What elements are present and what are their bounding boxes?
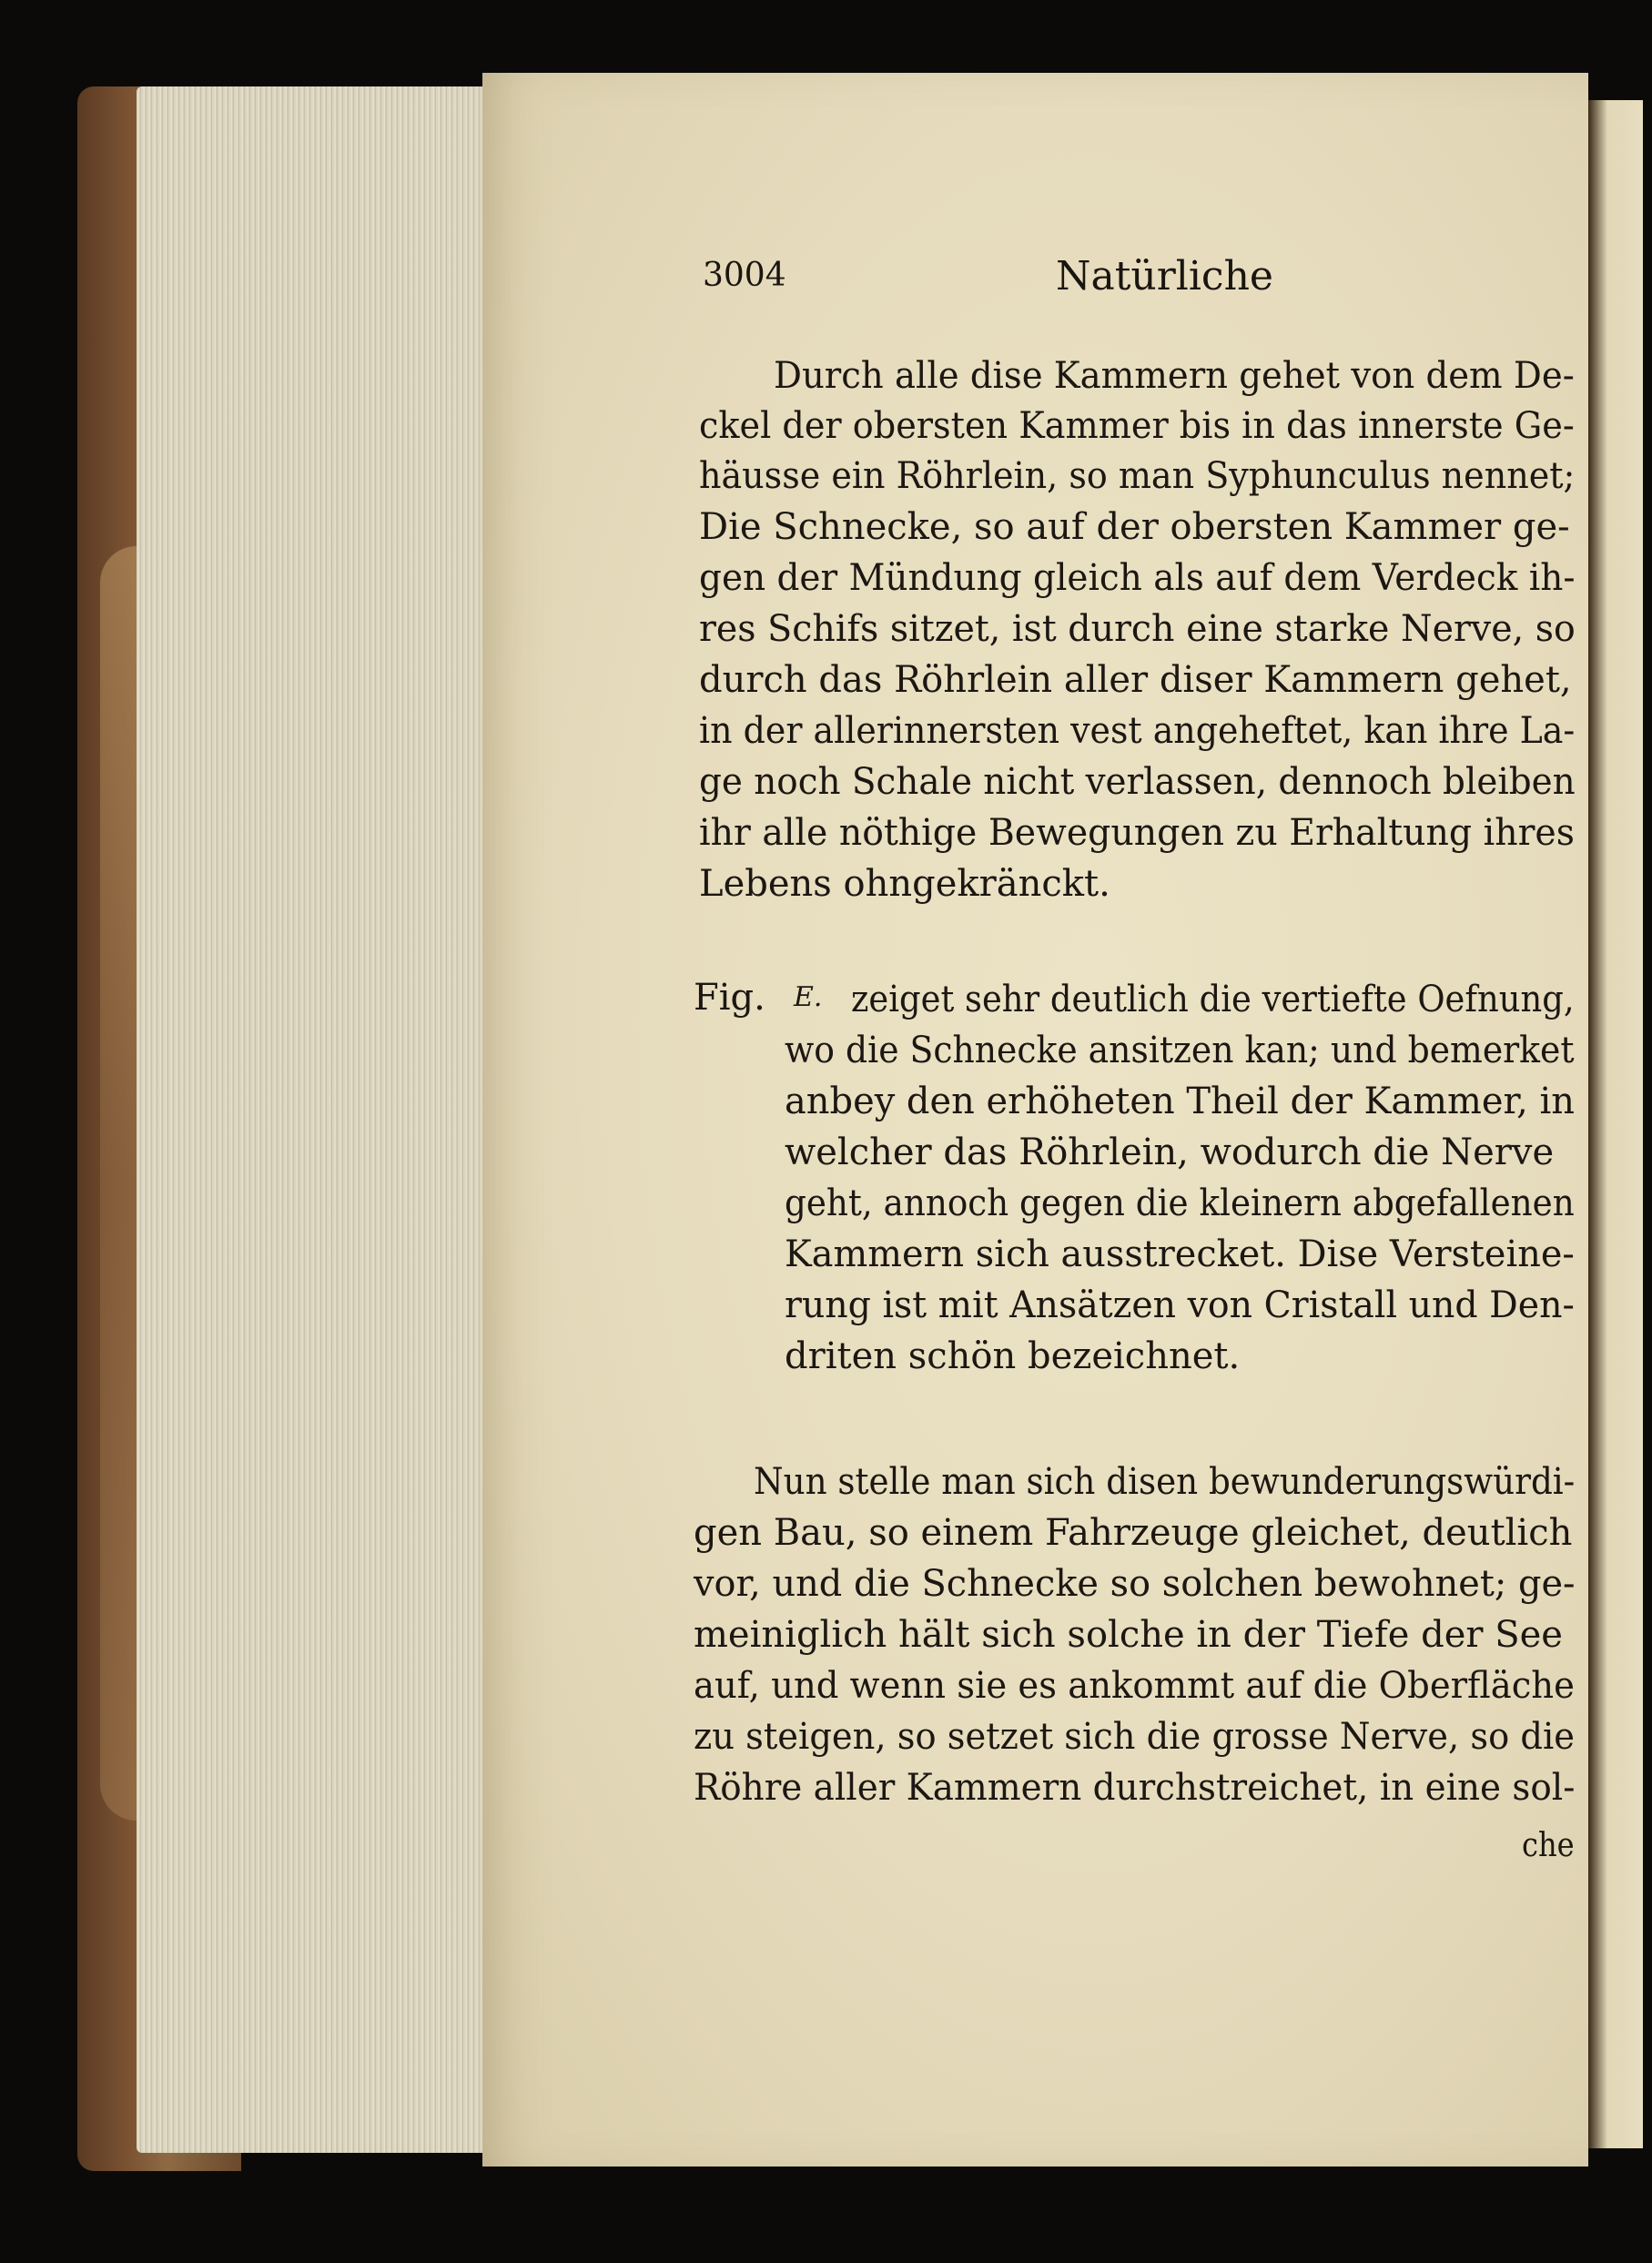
text-line: gen der Mündung gleich als auf dem Verdeck ih- [699,557,1576,599]
figure-letter: E. [794,981,823,1013]
page-edges [137,86,492,2153]
text-line: geht, annoch gegen die kleinern abgefallenen [785,1182,1575,1224]
text-line: ge noch Schale nicht verlassen, dennoch bleiben [699,761,1576,803]
text-line: Röhre aller Kammern durchstreichet, in eine sol- [694,1767,1576,1809]
text-line: häusse ein Röhrlein, so man Syphunculus nennet; [699,455,1576,497]
text-line: Durch alle dise Kammern gehet von dem De- [774,355,1575,397]
text-line: vor, und die Schnecke so solchen bewohnet; ge- [694,1563,1576,1605]
text-line: res Schifs sitzet, ist durch eine starke Nerve, so [699,608,1576,650]
text-line: anbey den erhöheten Theil der Kammer, in [785,1081,1576,1122]
figure-label: Fig. [694,977,765,1019]
text-line: in der allerinnersten vest angeheftet, kan ihre La- [699,710,1576,752]
text-line: Kammern sich ausstrecket. Dise Versteine- [785,1233,1575,1275]
text-line: Lebens ohngekränckt. [699,863,1110,905]
text-line: gen Bau, so einem Fahrzeuge gleichet, deutlich [694,1512,1573,1554]
text-line: meiniglich hält sich solche in der Tiefe der See [694,1614,1563,1656]
text-line: Nun stelle man sich disen bewunderungswürdi- [754,1461,1576,1503]
text-line: durch das Röhrlein aller diser Kammern gehet, [699,659,1572,701]
text-line: ckel der obersten Kammer bis in das innerste Ge- [699,405,1575,447]
text-line: zeiget sehr deutlich die vertiefte Oefnung, [851,979,1575,1020]
catchword: che [1522,1827,1575,1864]
text-line: welcher das Röhrlein, wodurch die Nerve [785,1132,1555,1173]
text-line: zu steigen, so setzet sich die grosse Nerve, so die [694,1716,1576,1758]
page-number: 3004 [703,257,786,294]
text-line: rung ist mit Ansätzen von Cristall und Den- [785,1284,1575,1326]
text-line: auf, und wenn sie es ankommt auf die Oberfläche [694,1665,1575,1707]
text-line: wo die Schnecke ansitzen kan; und bemerket [785,1030,1575,1071]
text-line: driten schön bezeichnet. [785,1335,1241,1377]
text-line: ihr alle nöthige Bewegungen zu Erhaltung ihres [699,812,1575,854]
text-line: Die Schnecke, so auf der obersten Kammer ge- [699,506,1570,548]
facing-page-edge [1588,100,1643,2148]
running-title: Natürliche [1056,253,1273,299]
